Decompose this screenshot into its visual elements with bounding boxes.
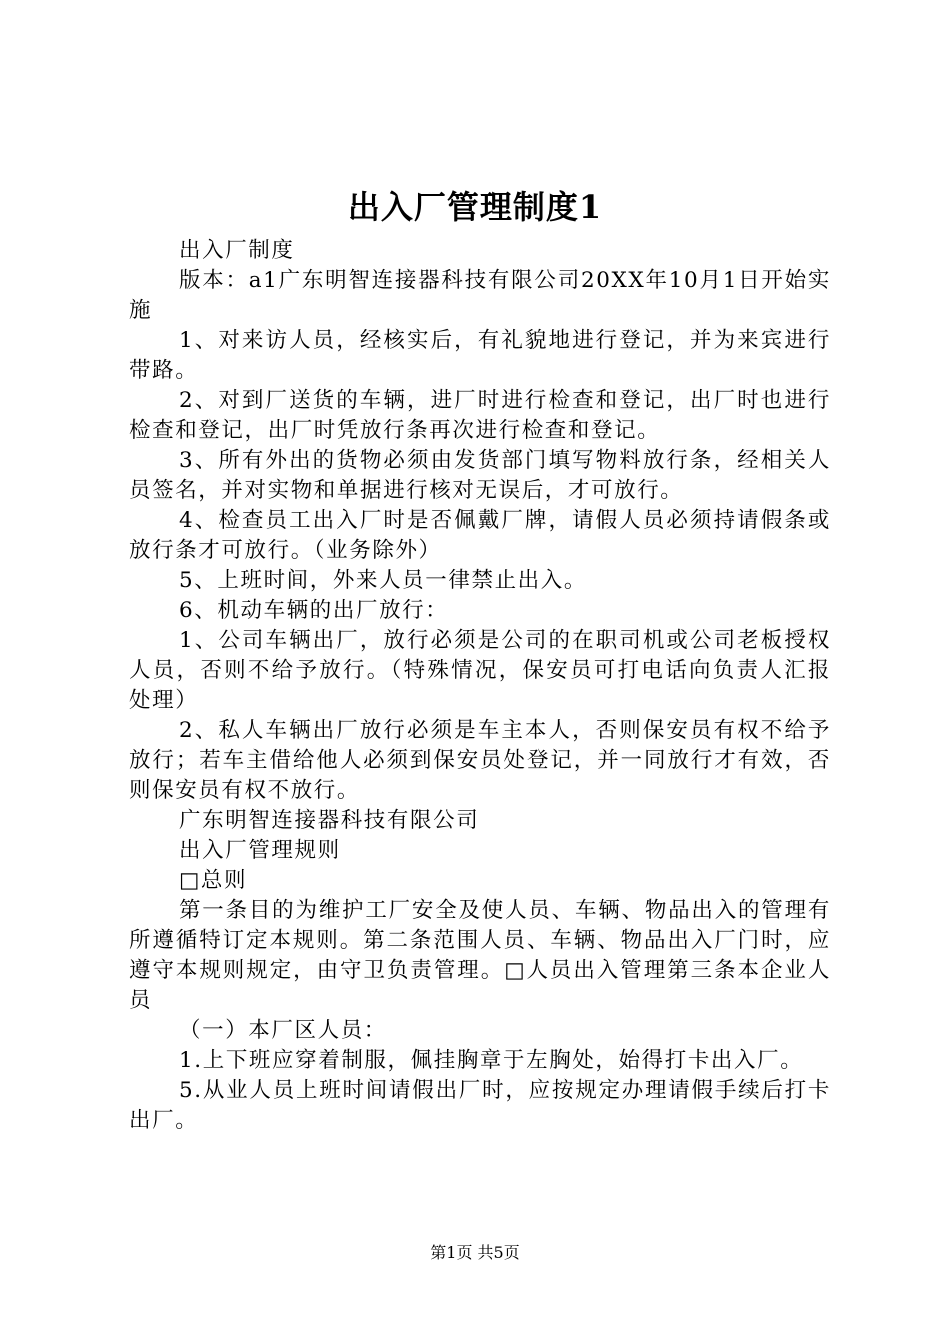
paragraph: 1.上下班应穿着制服，佩挂胸章于左胸处，始得打卡出入厂。 [179,1048,804,1073]
paragraph: 2、私人车辆出厂放行必须是车主本人，否则保安员有权不给予放行；若车主借给他人必须到保安员处登记，并一同放行才有效，否则保安员有权不放行。 [129,718,831,803]
document-body [129,236,831,1136]
paragraph: 第一条目的为维护工厂安全及使人员、车辆、物品出入的管理有所遵循特订定本规则。第二条范围人员、车辆、物品出入厂门时，应遵守本规则规定，由守卫负责管理。□人员出入管理第三条本企业人员 [129,898,831,1013]
paragraph: 2、对到厂送货的车辆，进厂时进行检查和登记，出厂时也进行检查和登记，出厂时凭放行条再次进行检查和登记。 [129,388,831,443]
paragraph: 6、机动车辆的出厂放行： [179,598,449,623]
paragraph: 广东明智连接器科技有限公司 [179,808,480,833]
paragraph: 1、对来访人员，经核实后，有礼貌地进行登记，并为来宾进行带路。 [129,328,831,383]
paragraph: 1、公司车辆出厂，放行必须是公司的在职司机或公司老板授权人员，否则不给予放行。（特殊情况，保安员可打电话向负责人汇报处理） [129,628,831,713]
paragraph: 5.从业人员上班时间请假出厂时，应按规定办理请假手续后打卡出厂。 [129,1078,831,1133]
paragraph: 版本：a1广东明智连接器科技有限公司20XX年10月1日开始实施 [129,268,831,323]
page-number-footer: 第1页 共5页 [430,1243,520,1262]
paragraph: 出入厂管理规则 [179,838,341,863]
document-title: 出入厂管理制度1 [347,188,603,226]
paragraph: （一）本厂区人员： [179,1018,387,1043]
paragraph: 3、所有外出的货物必须由发货部门填写物料放行条，经相关人员签名，并对实物和单据进行核对无误后，才可放行。 [129,448,831,503]
paragraph: 4、检查员工出入厂时是否佩戴厂牌，请假人员必须持请假条或放行条才可放行。（业务除外） [129,508,831,563]
paragraph: 5、上班时间，外来人员一律禁止出入。 [179,568,587,593]
paragraph: 出入厂制度 [179,238,295,263]
paragraph: □总则 [179,868,248,893]
